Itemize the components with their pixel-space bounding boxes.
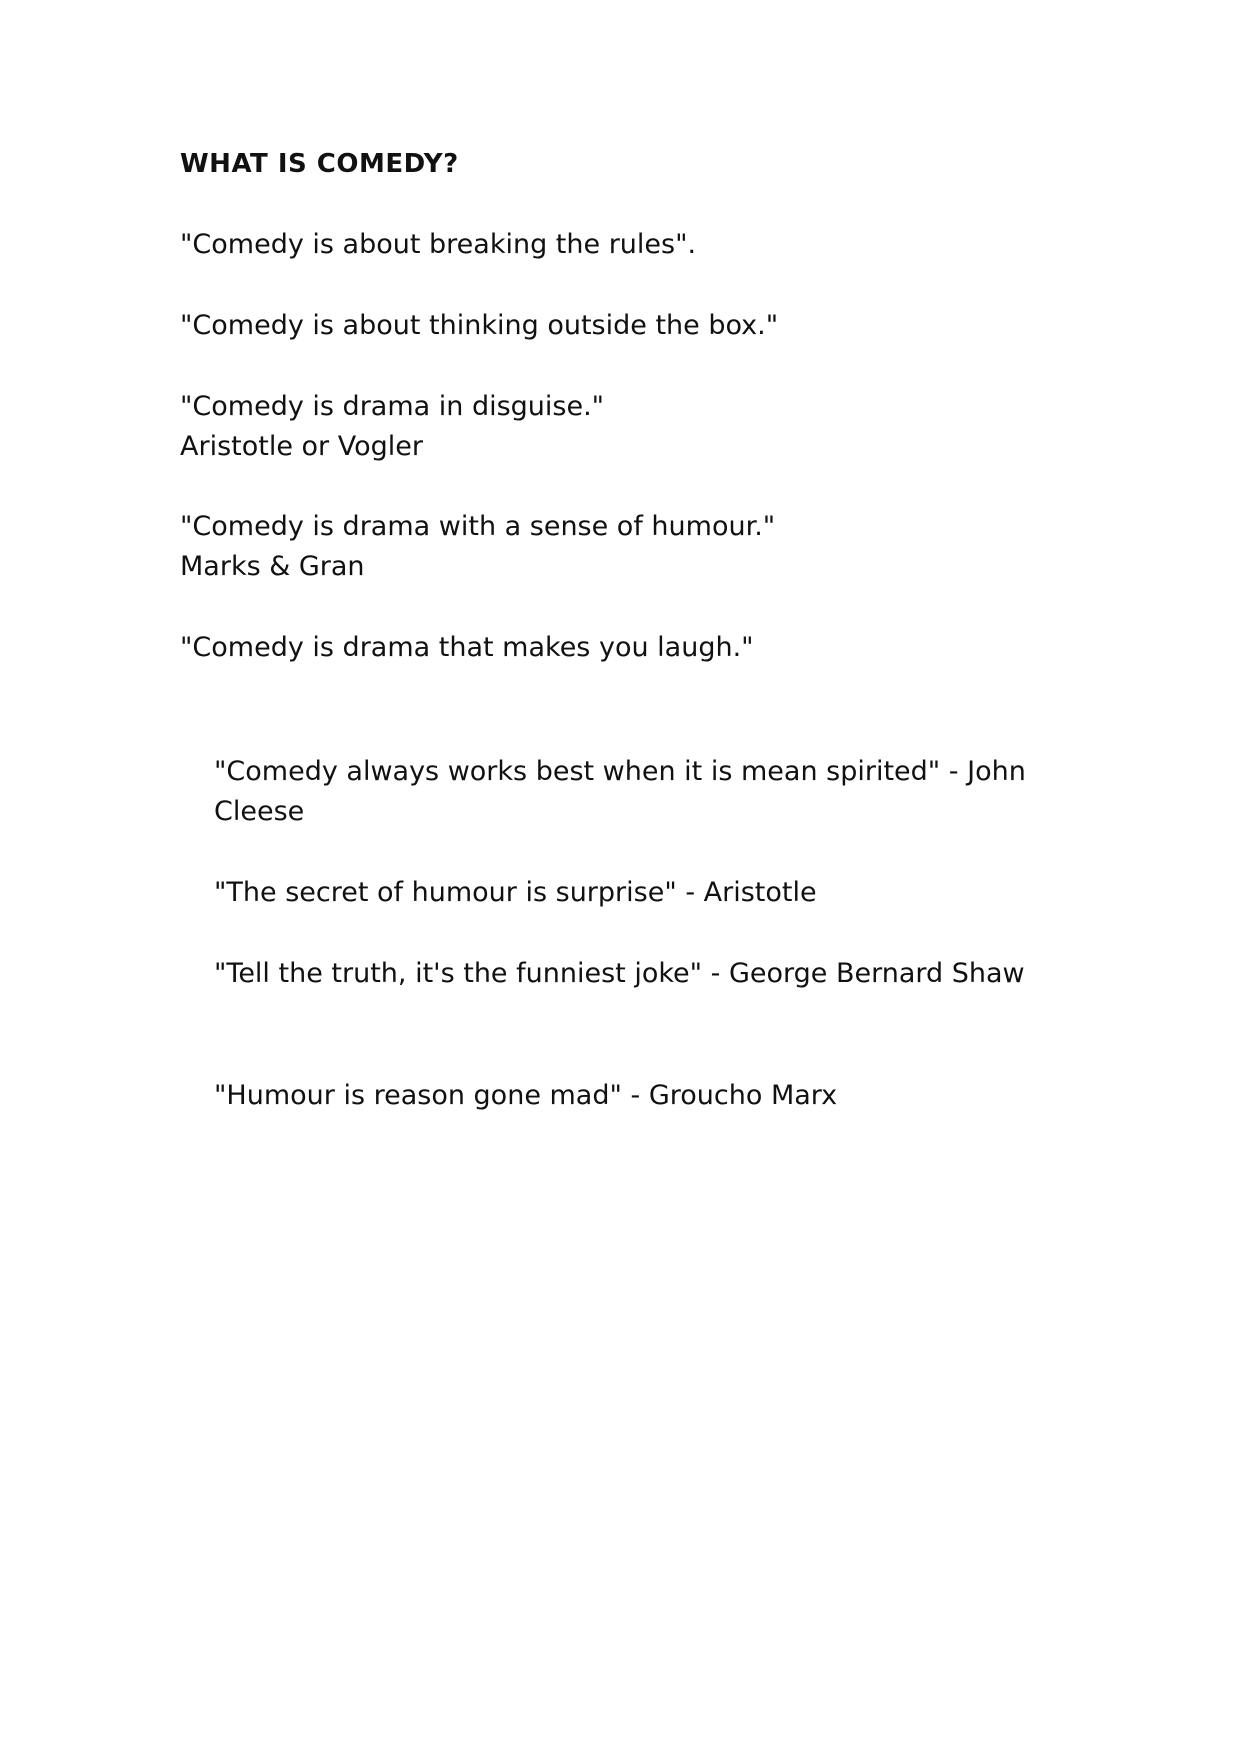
definition-quote-5: "Comedy is drama that makes you laugh." <box>180 632 754 663</box>
famous-quote-1: "Comedy always works best when it is mean spirited" - John Cleese <box>214 756 1026 827</box>
famous-quote-4: "Humour is reason gone mad" - Groucho Marx <box>214 1080 838 1111</box>
definition-attribution-4: Marks & Gran <box>180 551 365 582</box>
famous-quote-3: "Tell the truth, it's the funniest joke" - George Bernard Shaw <box>214 958 1025 989</box>
definition-attribution-3: Aristotle or Vogler <box>180 431 423 462</box>
definition-quote-1: "Comedy is about breaking the rules". <box>180 229 697 260</box>
definition-quote-3: "Comedy is drama in disguise." <box>180 391 605 422</box>
famous-quote-2: "The secret of humour is surprise" - Aristotle <box>214 877 817 908</box>
definition-quote-2: "Comedy is about thinking outside the box." <box>180 310 779 341</box>
page-title: WHAT IS COMEDY? <box>180 149 459 179</box>
definition-quote-4: "Comedy is drama with a sense of humour." <box>180 511 776 542</box>
